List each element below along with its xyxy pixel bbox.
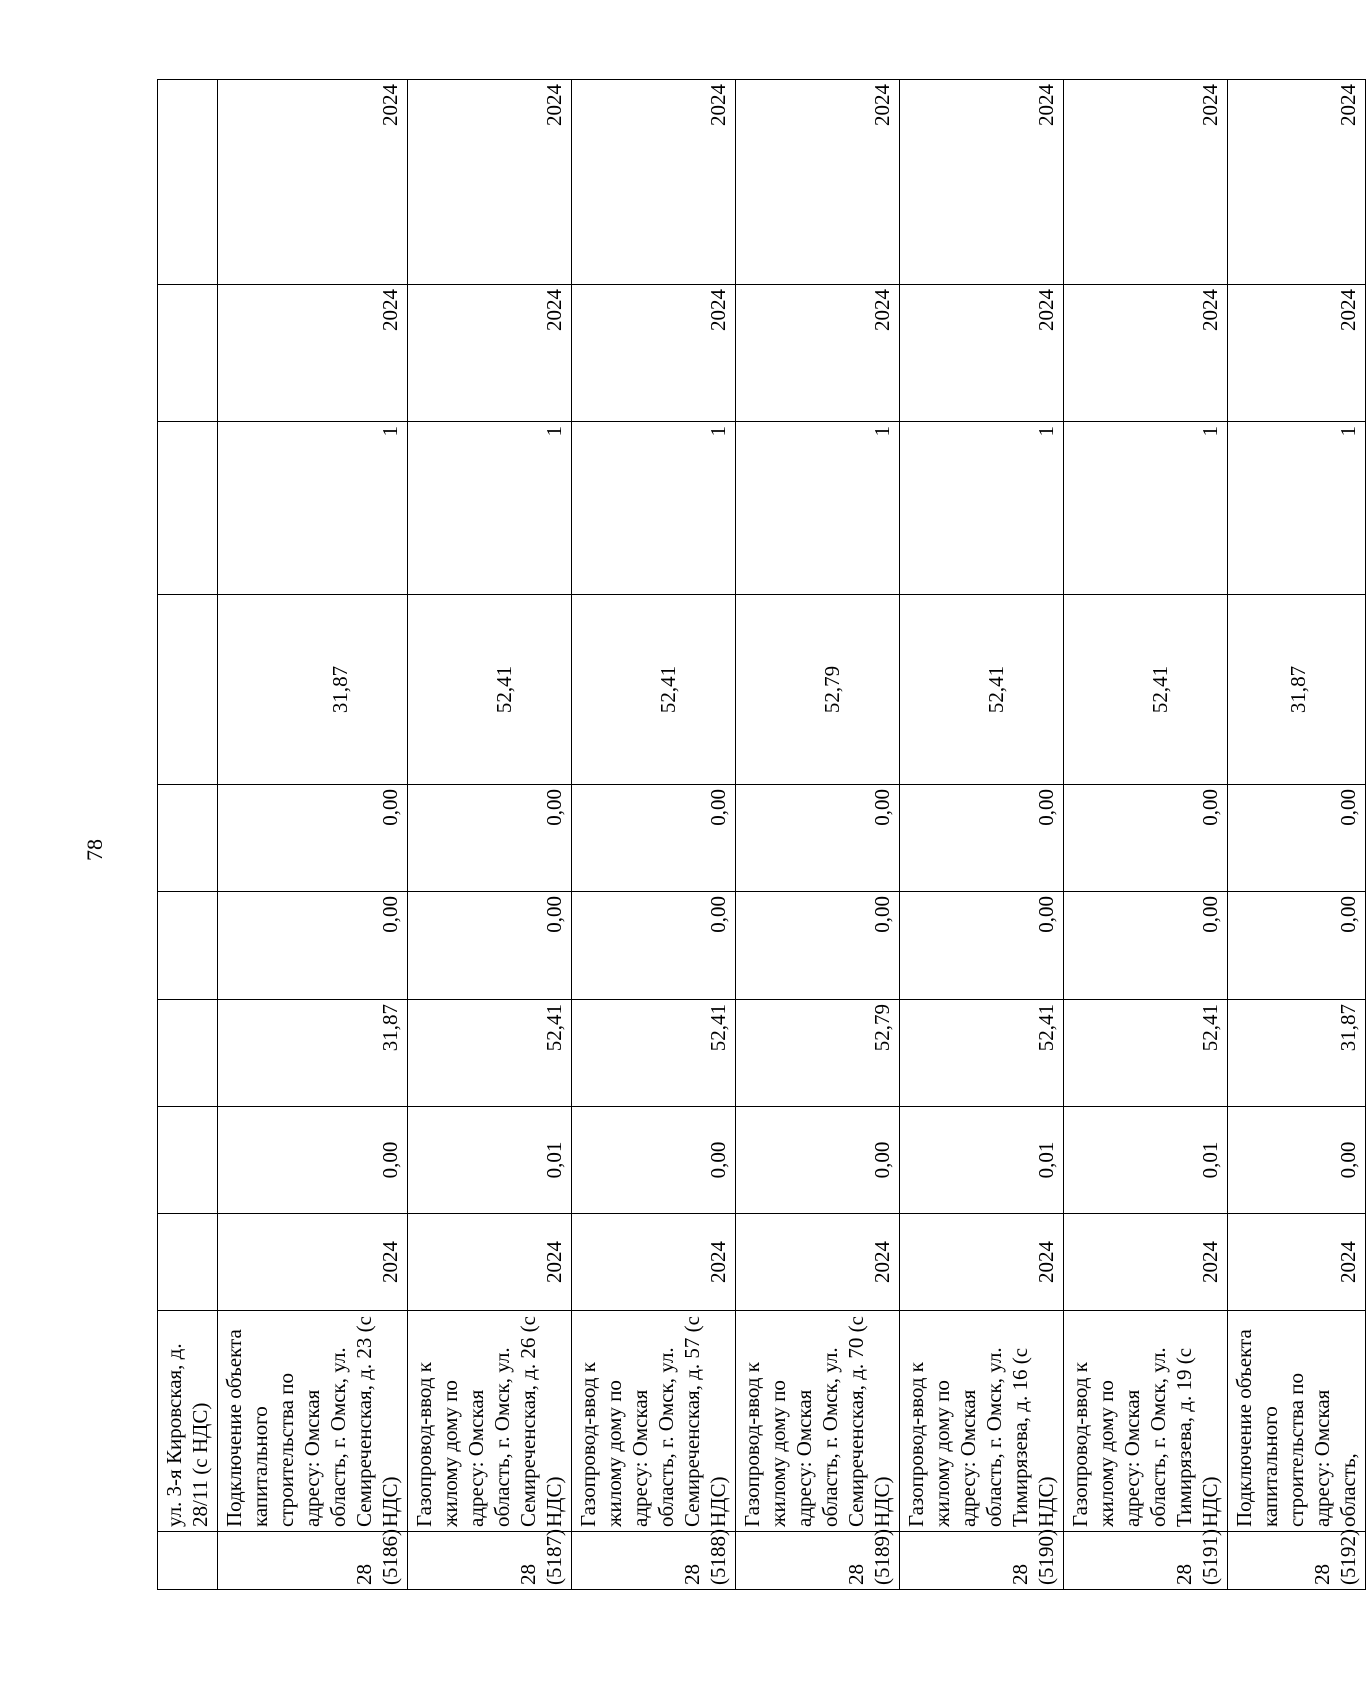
cell-desc: Газопровод-ввод к жилому дому по адресу: Омская область, г. Омск, ул. Семиреченская, д. 70 (с НДС): [736, 1311, 900, 1532]
cell-qty: 1: [900, 422, 1064, 595]
cell-v4: [158, 785, 218, 892]
cell-v5: [218, 595, 408, 785]
cell-year: [158, 1214, 218, 1311]
cell-v5-value: 52,41: [656, 665, 680, 714]
cell-desc: Газопровод-ввод к жилому дому по адресу: Омская область, г. Омск, ул. Семиреченская, д. 26 (с НДС): [408, 1311, 572, 1532]
cell-num: 28 (5192): [1228, 1532, 1366, 1590]
table-row: [736, 80, 900, 1590]
table-row: [1064, 80, 1228, 1590]
cell-v5-value: 52,41: [492, 665, 516, 714]
cell-v2: 52,41: [408, 1000, 572, 1107]
cell-qty: 1: [408, 422, 572, 595]
cell-v4: 0,00: [572, 785, 736, 892]
cell-year: 2024: [1064, 1214, 1228, 1311]
cell-y2: 2024: [218, 80, 408, 285]
cell-v5-value: 52,41: [984, 665, 1008, 714]
cell-y2: 2024: [572, 80, 736, 285]
rotated-table-wrapper: [157, 80, 1360, 1590]
cell-v2: 52,41: [900, 1000, 1064, 1107]
cell-v4: 0,00: [736, 785, 900, 892]
table-body: [158, 80, 1366, 1590]
cell-v1: 0,00: [572, 1107, 736, 1214]
cell-num: 28 (5188): [572, 1532, 736, 1590]
cell-year: 2024: [218, 1214, 408, 1311]
cell-qty: 1: [736, 422, 900, 595]
cell-v2: 52,41: [572, 1000, 736, 1107]
cell-y1: [158, 285, 218, 422]
cell-v3: 0,00: [218, 892, 408, 1000]
cell-v3: 0,00: [572, 892, 736, 1000]
table-row: [218, 80, 408, 1590]
cell-v5-value: 31,87: [1286, 665, 1310, 714]
cell-y2: 2024: [736, 80, 900, 285]
cell-desc: Подключение объекта капитального строительства по адресу: Омская область,: [1228, 1311, 1366, 1532]
cell-year: 2024: [1228, 1214, 1366, 1311]
cell-v3: 0,00: [900, 892, 1064, 1000]
cell-num: 28 (5186): [218, 1532, 408, 1590]
cell-v2: 31,87: [1228, 1000, 1366, 1107]
table-row: [900, 80, 1064, 1590]
cell-v5: [408, 595, 572, 785]
cell-v4: 0,00: [218, 785, 408, 892]
cell-v5: [1064, 595, 1228, 785]
cell-qty: 1: [1064, 422, 1228, 595]
cell-v5: [900, 595, 1064, 785]
cell-num: 28 (5190): [900, 1532, 1064, 1590]
cell-y2: 2024: [1064, 80, 1228, 285]
cell-year: 2024: [408, 1214, 572, 1311]
cell-desc: Газопровод-ввод к жилому дому по адресу: Омская область, г. Омск, ул. Тимирязева, д. 19 (с НДС): [1064, 1311, 1228, 1532]
cell-num: 28 (5189): [736, 1532, 900, 1590]
cell-v1: 0,00: [1228, 1107, 1366, 1214]
cell-desc: ул. 3-я Кировская, д. 28/11 (с НДС): [158, 1311, 218, 1532]
cell-year: 2024: [736, 1214, 900, 1311]
cell-v1: 0,00: [218, 1107, 408, 1214]
cell-desc: Газопровод-ввод к жилому дому по адресу: Омская область, г. Омск, ул. Тимирязева, д. 16 (с НДС): [900, 1311, 1064, 1532]
cell-v2: 31,87: [218, 1000, 408, 1107]
investment-table: [157, 79, 1366, 1590]
cell-y1: 2024: [1228, 285, 1366, 422]
cell-v2: 52,41: [1064, 1000, 1228, 1107]
table-row: [572, 80, 736, 1590]
cell-v4: 0,00: [408, 785, 572, 892]
cell-v5: [572, 595, 736, 785]
cell-qty: 1: [218, 422, 408, 595]
cell-num: 28 (5191): [1064, 1532, 1228, 1590]
cell-year: 2024: [900, 1214, 1064, 1311]
table-row: [1228, 80, 1366, 1590]
cell-v5-value: 52,79: [820, 665, 844, 714]
cell-v3: 0,00: [408, 892, 572, 1000]
cell-v1: 0,01: [408, 1107, 572, 1214]
cell-y2: [158, 80, 218, 285]
cell-num: 28 (5187): [408, 1532, 572, 1590]
cell-v4: 0,00: [1228, 785, 1366, 892]
cell-v1: [158, 1107, 218, 1214]
cell-y1: 2024: [736, 285, 900, 422]
cell-v1: 0,01: [900, 1107, 1064, 1214]
cell-y1: 2024: [218, 285, 408, 422]
cell-y1: 2024: [1064, 285, 1228, 422]
table-row: [408, 80, 572, 1590]
cell-v3: 0,00: [1064, 892, 1228, 1000]
cell-num: [158, 1532, 218, 1590]
cell-desc: Подключение объекта капитального строительства по адресу: Омская область, г. Омск, ул. Семиреченская, д. 23 (с НДС): [218, 1311, 408, 1532]
cell-v2: [158, 1000, 218, 1107]
page-number: 78: [82, 839, 107, 861]
cell-qty: 1: [572, 422, 736, 595]
cell-v4: 0,00: [1064, 785, 1228, 892]
cell-v4: 0,00: [900, 785, 1064, 892]
table-row-continuation: [158, 80, 218, 1590]
cell-qty: 1: [1228, 422, 1366, 595]
cell-v5: [736, 595, 900, 785]
cell-v3: 0,00: [736, 892, 900, 1000]
cell-v5-value: 52,41: [1148, 665, 1172, 714]
cell-qty: [158, 422, 218, 595]
cell-v5-value: 31,87: [328, 665, 352, 714]
cell-y2: 2024: [408, 80, 572, 285]
cell-desc: Газопровод-ввод к жилому дому по адресу: Омская область, г. Омск, ул. Семиреченская, д. 57 (с НДС): [572, 1311, 736, 1532]
cell-y1: 2024: [572, 285, 736, 422]
cell-v1: 0,01: [1064, 1107, 1228, 1214]
cell-v5: [158, 595, 218, 785]
cell-y1: 2024: [900, 285, 1064, 422]
cell-y2: 2024: [1228, 80, 1366, 285]
cell-y2: 2024: [900, 80, 1064, 285]
cell-v3: 0,00: [1228, 892, 1366, 1000]
cell-v2: 52,79: [736, 1000, 900, 1107]
cell-v5: [1228, 595, 1366, 785]
cell-year: 2024: [572, 1214, 736, 1311]
cell-y1: 2024: [408, 285, 572, 422]
cell-v1: 0,00: [736, 1107, 900, 1214]
cell-v3: [158, 892, 218, 1000]
